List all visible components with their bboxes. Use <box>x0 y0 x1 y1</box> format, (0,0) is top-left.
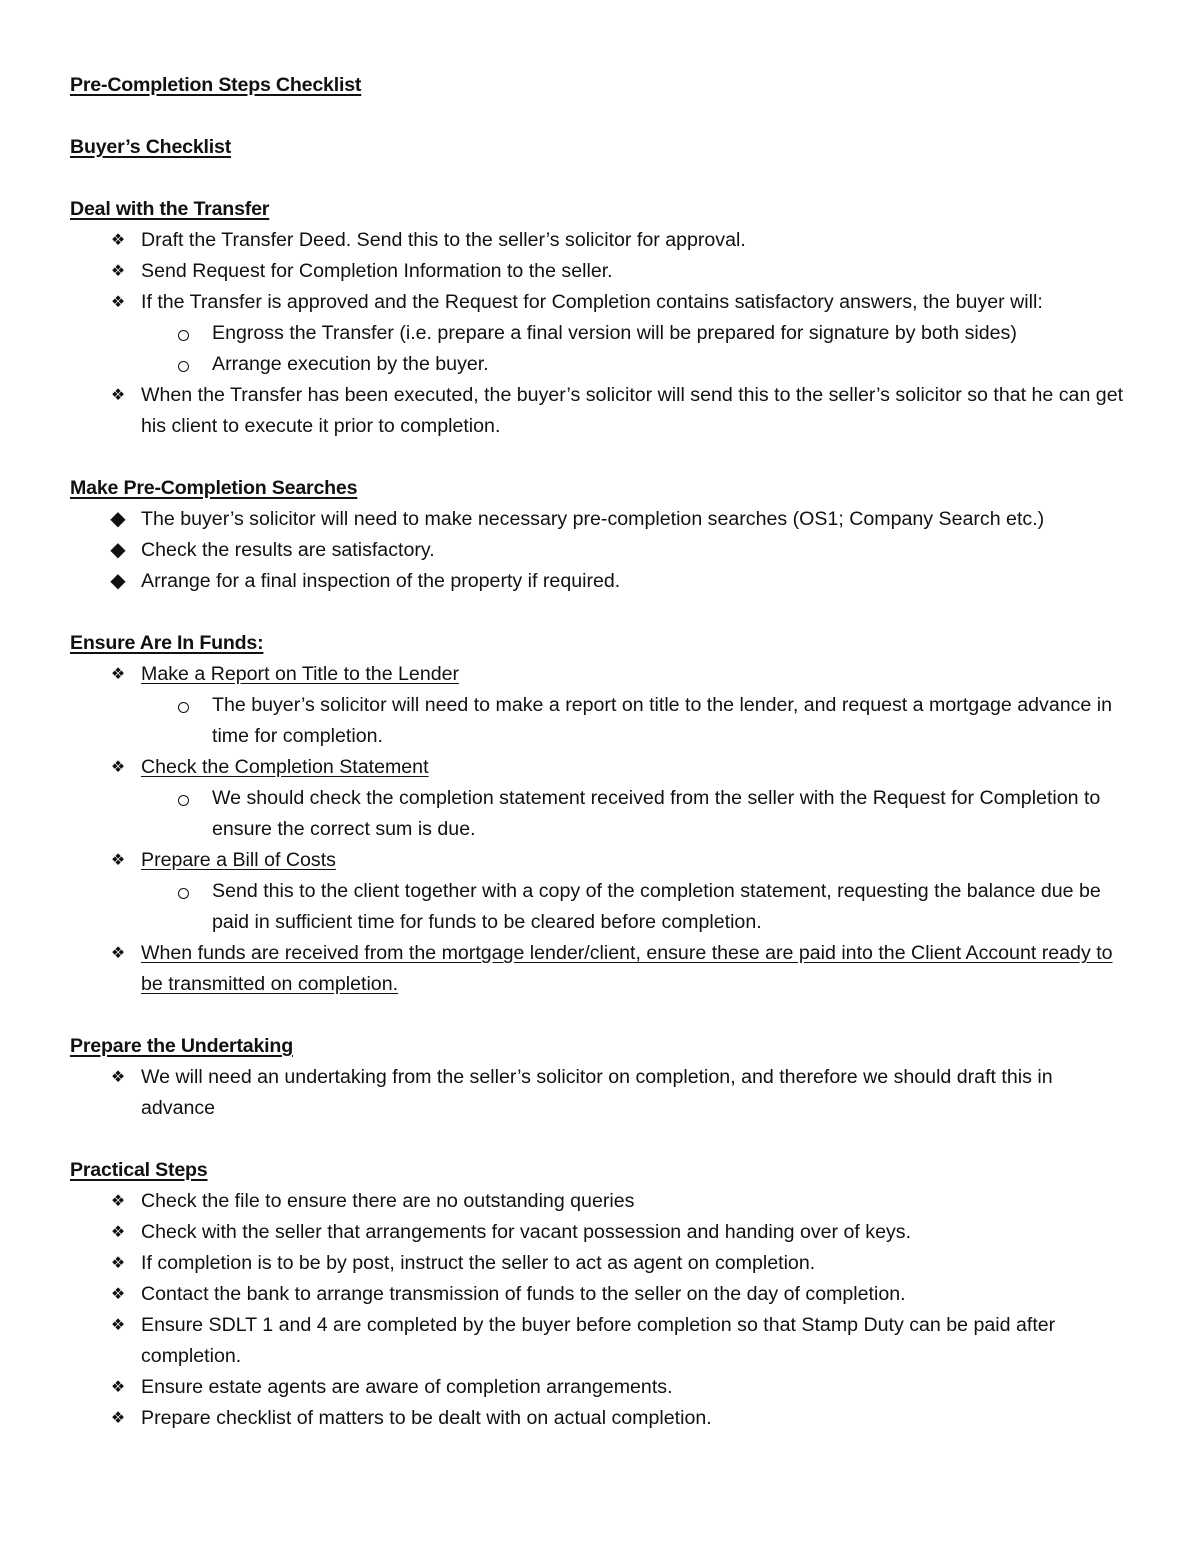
list-item <box>70 256 1130 287</box>
section-practical-steps <box>70 1155 1130 1434</box>
document-page <box>70 70 1130 1434</box>
list-item-label: Check the Completion Statement <box>141 756 429 778</box>
diamond-bullet-icon: ❖ <box>110 1224 126 1241</box>
list-item-text: Ensure SDLT 1 and 4 are completed by the buyer before completion so that Stamp Duty can be paid after completion. <box>141 1314 1056 1367</box>
list-item <box>70 659 1130 752</box>
diamond-bullet-icon: ❖ <box>110 1410 126 1427</box>
circle-bullet-icon <box>178 888 189 899</box>
list-item-text: Arrange for a final inspection of the property if required. <box>141 570 621 592</box>
list-item-text: Draft the Transfer Deed. Send this to the seller’s solicitor for approval. <box>141 229 746 251</box>
list-item <box>70 380 1130 442</box>
list-item <box>70 1062 1130 1124</box>
solid-diamond-bullet-icon: ◆ <box>110 508 126 530</box>
circle-bullet-icon <box>178 795 189 806</box>
section-deal-with-transfer <box>70 194 1130 442</box>
diamond-bullet-icon: ❖ <box>110 387 126 404</box>
section-heading: Ensure Are In Funds: <box>70 632 264 654</box>
list-item <box>70 1217 1130 1248</box>
list-item-text: Ensure estate agents are aware of completion arrangements. <box>141 1376 673 1398</box>
diamond-bullet-icon: ❖ <box>110 1255 126 1272</box>
sub-list-item <box>141 349 1130 380</box>
list-item-text: Check the results are satisfactory. <box>141 539 435 561</box>
list-item <box>70 1372 1130 1403</box>
diamond-bullet-icon: ❖ <box>110 945 126 962</box>
diamond-bullet-icon: ❖ <box>110 1379 126 1396</box>
list-item <box>70 938 1130 1000</box>
list-item-text: Contact the bank to arrange transmission of funds to the seller on the day of completion. <box>141 1283 906 1305</box>
section-heading: Prepare the Undertaking <box>70 1035 293 1057</box>
diamond-bullet-icon: ❖ <box>110 1286 126 1303</box>
list-item-text: Check the file to ensure there are no outstanding queries <box>141 1190 635 1212</box>
list-item-text: The buyer’s solicitor will need to make necessary pre-completion searches (OS1; Company Search etc.) <box>141 508 1045 530</box>
section-heading: Practical Steps <box>70 1159 208 1181</box>
section-pre-completion-searches <box>70 473 1130 597</box>
sub-list-item-text: We should check the completion statement received from the seller with the Request for Completion to ensure the correct sum is due. <box>212 787 1101 840</box>
diamond-bullet-icon: ❖ <box>110 759 126 776</box>
list-item-text: Send Request for Completion Information to the seller. <box>141 260 613 282</box>
list-item-text: If completion is to be by post, instruct the seller to act as agent on completion. <box>141 1252 816 1274</box>
sub-list-item <box>141 690 1130 752</box>
list-item <box>70 1403 1130 1434</box>
section-heading: Deal with the Transfer <box>70 198 270 220</box>
sub-list-item-text: Engross the Transfer (i.e. prepare a final version will be prepared for signature by both sides) <box>212 322 1017 344</box>
diamond-bullet-icon: ❖ <box>110 1069 126 1086</box>
section-ensure-in-funds <box>70 628 1130 1000</box>
sub-list-item <box>141 783 1130 845</box>
sub-list-item <box>141 318 1130 349</box>
list-item-text: When the Transfer has been executed, the buyer’s solicitor will send this to the seller’s solicitor so that he can get his client to execute it prior to completion. <box>141 384 1124 437</box>
section-heading: Make Pre-Completion Searches <box>70 477 358 499</box>
list-item <box>70 287 1130 380</box>
circle-bullet-icon <box>178 702 189 713</box>
list-item-text: Prepare checklist of matters to be dealt with on actual completion. <box>141 1407 712 1429</box>
solid-diamond-bullet-icon: ◆ <box>110 570 126 592</box>
diamond-bullet-icon: ❖ <box>110 1193 126 1210</box>
list-item-text: We will need an undertaking from the seller’s solicitor on completion, and therefore we should draft this in advance <box>141 1066 1053 1119</box>
circle-bullet-icon <box>178 330 189 341</box>
list-item-label: Prepare a Bill of Costs <box>141 849 336 871</box>
page-title: Pre-Completion Steps Checklist <box>70 74 362 96</box>
buyers-checklist-heading: Buyer’s Checklist <box>70 136 232 158</box>
list-item <box>70 1186 1130 1217</box>
sub-list-item-text: Arrange execution by the buyer. <box>212 353 489 375</box>
list-item-text: If the Transfer is approved and the Request for Completion contains satisfactory answers, the buyer will: <box>141 291 1043 313</box>
list-item <box>70 504 1130 535</box>
sub-list-item-text: The buyer’s solicitor will need to make a report on title to the lender, and request a mortgage advance in time for completion. <box>212 694 1113 747</box>
list-item <box>70 535 1130 566</box>
diamond-bullet-icon: ❖ <box>110 1317 126 1334</box>
list-item <box>70 1248 1130 1279</box>
diamond-bullet-icon: ❖ <box>110 294 126 311</box>
diamond-bullet-icon: ❖ <box>110 666 126 683</box>
list-item-text: Check with the seller that arrangements for vacant possession and handing over of keys. <box>141 1221 912 1243</box>
diamond-bullet-icon: ❖ <box>110 232 126 249</box>
list-item-label: When funds are received from the mortgage lender/client, ensure these are paid into the Client Account ready to be transmitted on completion. <box>141 942 1113 995</box>
list-item <box>70 1310 1130 1372</box>
list-item <box>70 752 1130 845</box>
circle-bullet-icon <box>178 361 189 372</box>
solid-diamond-bullet-icon: ◆ <box>110 539 126 561</box>
list-item <box>70 1279 1130 1310</box>
list-item <box>70 225 1130 256</box>
diamond-bullet-icon: ❖ <box>110 263 126 280</box>
sub-list-item <box>141 876 1130 938</box>
diamond-bullet-icon: ❖ <box>110 852 126 869</box>
list-item <box>70 845 1130 938</box>
section-prepare-undertaking <box>70 1031 1130 1124</box>
list-item-label: Make a Report on Title to the Lender <box>141 663 460 685</box>
sub-list-item-text: Send this to the client together with a copy of the completion statement, requesting the balance due be paid in sufficient time for funds to be cleared before completion. <box>212 880 1101 933</box>
list-item <box>70 566 1130 597</box>
